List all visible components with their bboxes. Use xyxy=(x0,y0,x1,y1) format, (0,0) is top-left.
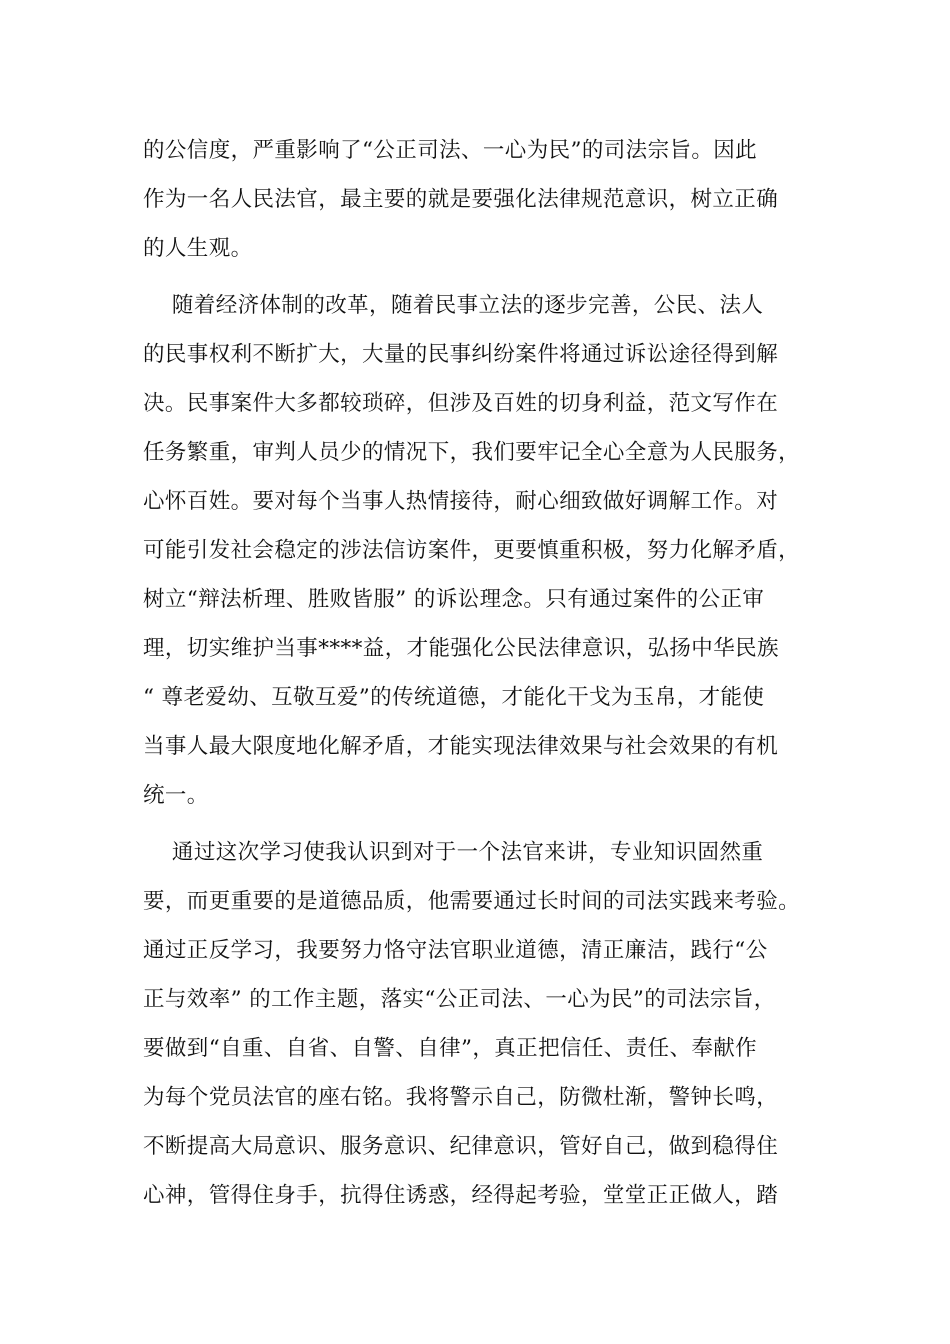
paragraph-1 xyxy=(143,126,843,273)
text-line: 的民事权利不断扩大，大量的民事纠纷案件将通过诉讼途径得到解 xyxy=(143,342,779,367)
paragraph-3 xyxy=(143,828,843,1220)
paragraph-2 xyxy=(143,281,843,820)
text-line: 为每个党员法官的座右铭。我将警示自己，防微杜渐，警钟长鸣， xyxy=(143,1085,779,1110)
text-line: 当事人最大限度地化解矛盾，才能实现法律效果与社会效果的有机 xyxy=(143,734,779,759)
text-line: “ 尊老爱幼、互敬互爱”的传统道德，才能化干戈为玉帛，才能使 xyxy=(143,685,765,710)
text-line: 心怀百姓。要对每个当事人热情接待，耐心细致做好调解工作。对 xyxy=(143,489,779,514)
text-line: 的公信度，严重影响了“公正司法、一心为民”的司法宗旨。因此 xyxy=(143,138,758,163)
text-line: 树立“辩法析理、胜败皆服” 的诉讼理念。只有通过案件的公正审 xyxy=(143,587,765,612)
paragraph-gap xyxy=(143,273,843,281)
paragraph-gap xyxy=(143,820,843,828)
text-line: 理，切实维护当事****益，才能强化公民法律意识，弘扬中华民族 xyxy=(143,636,779,661)
text-line: 随着经济体制的改革，随着民事立法的逐步完善，公民、法人 xyxy=(143,293,764,318)
text-line: 的人生观。 xyxy=(143,236,253,261)
text-line: 要做到“自重、自省、自警、自律”，真正把信任、责任、奉献作 xyxy=(143,1036,758,1061)
document-body xyxy=(143,126,843,1220)
text-line: 作为一名人民法官，最主要的就是要强化法律规范意识，树立正确 xyxy=(143,187,779,212)
text-line: 通过这次学习使我认识到对于一个法官来讲，专业知识固然重 xyxy=(143,840,764,865)
text-line: 心神，管得住身手，抗得住诱惑，经得起考验，堂堂正正做人，踏 xyxy=(143,1183,779,1208)
text-line: 决。民事案件大多都较琐碎，但涉及百姓的切身利益，范文写作在 xyxy=(143,391,779,416)
text-line: 通过正反学习，我要努力恪守法官职业道德，清正廉洁，践行“公 xyxy=(143,938,768,963)
text-line: 可能引发社会稳定的涉法信访案件，更要慎重积极，努力化解矛盾， xyxy=(143,538,801,563)
text-line: 任务繁重，审判人员少的情况下，我们要牢记全心全意为人民服务， xyxy=(143,440,801,465)
text-line: 正与效率” 的工作主题，落实“公正司法、一心为民”的司法宗旨， xyxy=(143,987,776,1012)
text-line: 不断提高大局意识、服务意识、纪律意识，管好自己，做到稳得住 xyxy=(143,1134,779,1159)
text-line: 统一。 xyxy=(143,783,209,808)
text-line: 要，而更重要的是道德品质，他需要通过长时间的司法实践来考验。 xyxy=(143,889,801,914)
